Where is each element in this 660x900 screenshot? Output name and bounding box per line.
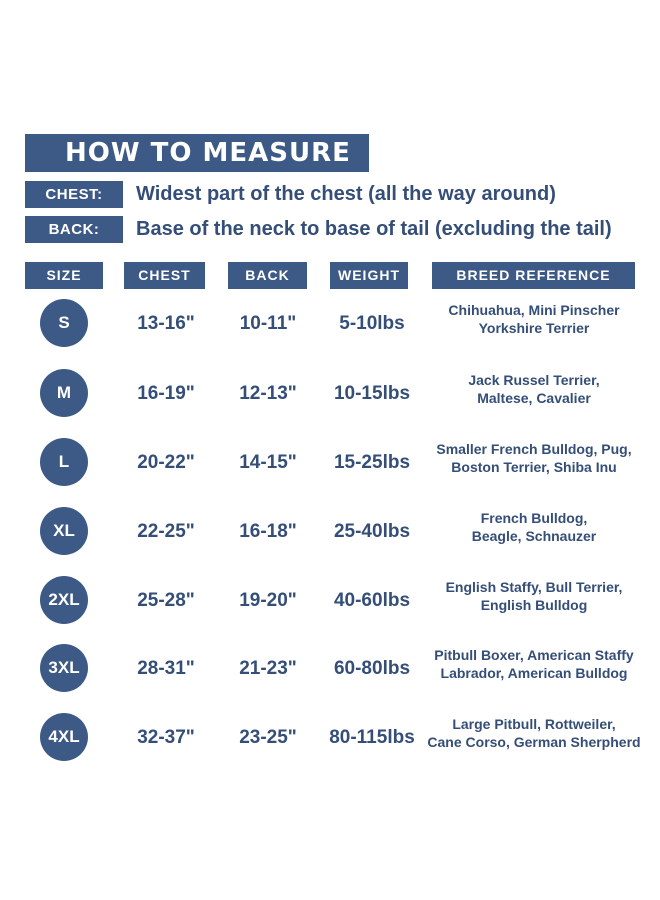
- size-badge: L: [40, 438, 88, 486]
- size-row: [0, 364, 660, 424]
- size-row: [0, 708, 660, 768]
- size-row: [0, 433, 660, 493]
- size-badge: M: [40, 369, 88, 417]
- weight-value: 60-80lbs: [333, 658, 411, 679]
- breed-line: English Staffy, Bull Terrier,: [445, 579, 623, 595]
- size-row: [0, 294, 660, 354]
- column-header-weight: WEIGHT: [330, 262, 408, 289]
- chest-value: 22-25": [137, 521, 195, 542]
- size-badge: 2XL: [40, 576, 88, 624]
- breed-reference: [426, 301, 642, 337]
- chest-value: 16-19": [137, 383, 195, 404]
- size-badge: XL: [40, 507, 88, 555]
- back-label: BACK:: [25, 216, 123, 243]
- back-value: 12-13": [239, 383, 297, 404]
- chest-value: 13-16": [137, 313, 195, 334]
- back-value: 10-11": [239, 313, 297, 334]
- breed-line: Beagle, Schnauzer: [471, 528, 597, 544]
- breed-reference: [426, 715, 642, 751]
- size-row: [0, 571, 660, 631]
- weight-value: 80-115lbs: [329, 727, 415, 748]
- back-value: 23-25": [239, 727, 297, 748]
- size-badge: 3XL: [40, 644, 88, 692]
- breed-reference: [426, 578, 642, 614]
- size-badge: S: [40, 299, 88, 347]
- weight-value: 15-25lbs: [333, 452, 411, 473]
- size-badge: 4XL: [40, 713, 88, 761]
- breed-line: Cane Corso, German Sherpherd: [427, 734, 641, 750]
- breed-line: Smaller French Bulldog, Pug,: [436, 441, 632, 457]
- column-header-breed-reference: BREED REFERENCE: [432, 262, 635, 289]
- chest-value: 25-28": [137, 590, 195, 611]
- column-header-back: BACK: [228, 262, 307, 289]
- chest-description: Widest part of the chest (all the way around): [136, 183, 556, 205]
- back-value: 14-15": [239, 452, 297, 473]
- breed-line: Pitbull Boxer, American Staffy: [434, 647, 634, 663]
- page-title: HOW TO MEASURE: [25, 134, 369, 172]
- breed-line: English Bulldog: [480, 597, 588, 613]
- chest-value: 32-37": [137, 727, 195, 748]
- size-row: [0, 639, 660, 699]
- chest-label: CHEST:: [25, 181, 123, 208]
- breed-line: Chihuahua, Mini Pinscher: [448, 302, 620, 318]
- breed-line: French Bulldog,: [480, 510, 588, 526]
- breed-line: Maltese, Cavalier: [477, 390, 591, 406]
- size-row: [0, 502, 660, 562]
- weight-value: 25-40lbs: [333, 521, 411, 542]
- breed-reference: [426, 440, 642, 476]
- breed-reference: [426, 371, 642, 407]
- weight-value: 40-60lbs: [333, 590, 411, 611]
- column-header-chest: CHEST: [124, 262, 205, 289]
- back-description: Base of the neck to base of tail (excluding the tail): [136, 218, 612, 240]
- column-header-size: SIZE: [25, 262, 103, 289]
- breed-line: Labrador, American Bulldog: [440, 665, 628, 681]
- chest-value: 20-22": [137, 452, 195, 473]
- breed-reference: [426, 509, 642, 545]
- breed-line: Large Pitbull, Rottweiler,: [452, 716, 616, 732]
- breed-line: Jack Russel Terrier,: [468, 372, 600, 388]
- breed-line: Yorkshire Terrier: [478, 320, 590, 336]
- chest-value: 28-31": [137, 658, 195, 679]
- breed-line: Boston Terrier, Shiba Inu: [451, 459, 617, 475]
- back-value: 16-18": [239, 521, 297, 542]
- back-value: 19-20": [239, 590, 297, 611]
- back-value: 21-23": [239, 658, 297, 679]
- breed-reference: [426, 646, 642, 682]
- weight-value: 10-15lbs: [333, 383, 411, 404]
- weight-value: 5-10lbs: [339, 313, 405, 334]
